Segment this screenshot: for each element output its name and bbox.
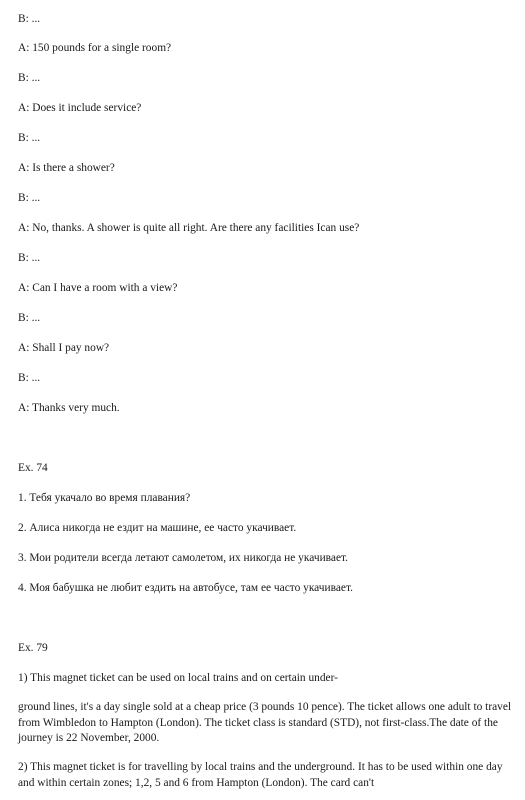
exercise-item: 3. Мои родители всегда летают самолетом, их никогда не укачивает. (18, 552, 348, 564)
dialogue-line: B: ... (18, 132, 41, 144)
exercise-paragraph: 2) This magnet ticket is for travelling by local trains and the underground. It has to be used within one day and within certain zones; 1,2, 5 and 6 from Hampton (London). The card can't (18, 761, 503, 789)
dialogue-line: B: ... (18, 252, 41, 264)
exercise-item: 4. Моя бабушка не любит ездить на автобусе, там ее часто укачивает. (18, 582, 353, 594)
dialogue-line: B: ... (18, 13, 41, 25)
dialogue-line: A: Can I have a room with a view? (18, 282, 178, 294)
dialogue-line: A: Shall I pay now? (18, 342, 110, 354)
exercise-item: 2. Алиса никогда не ездит на машине, ее часто укачивает. (18, 522, 297, 534)
exercise-item: 1. Тебя укачало во время плавания? (18, 492, 191, 504)
exercise-heading: Ex. 74 (18, 462, 48, 474)
dialogue-line: B: ... (18, 372, 41, 384)
dialogue-line: A: Does it include service? (18, 102, 142, 114)
dialogue-line: B: ... (18, 312, 41, 324)
exercise-item-line: 1) This magnet ticket can be used on local trains and on certain under- (18, 672, 338, 684)
dialogue-line: A: 150 pounds for a single room? (18, 42, 172, 54)
dialogue-line: A: Thanks very much. (18, 402, 120, 414)
dialogue-line: A: Is there a shower? (18, 162, 115, 174)
exercise-paragraph: ground lines, it's a day single sold at a cheap price (3 pounds 10 pence). The ticket allows one adult to travel from Wimbledon to Hampton (London). The ticket class is standard (STD), not first-class.The date of the journey is 22 November, 2000. (18, 701, 512, 744)
dialogue-line: B: ... (18, 72, 41, 84)
dialogue-line: A: No, thanks. A shower is quite all right. Are there any facilities Ican use? (18, 222, 360, 234)
exercise-heading: Ex. 79 (18, 642, 48, 654)
dialogue-line: B: ... (18, 192, 41, 204)
